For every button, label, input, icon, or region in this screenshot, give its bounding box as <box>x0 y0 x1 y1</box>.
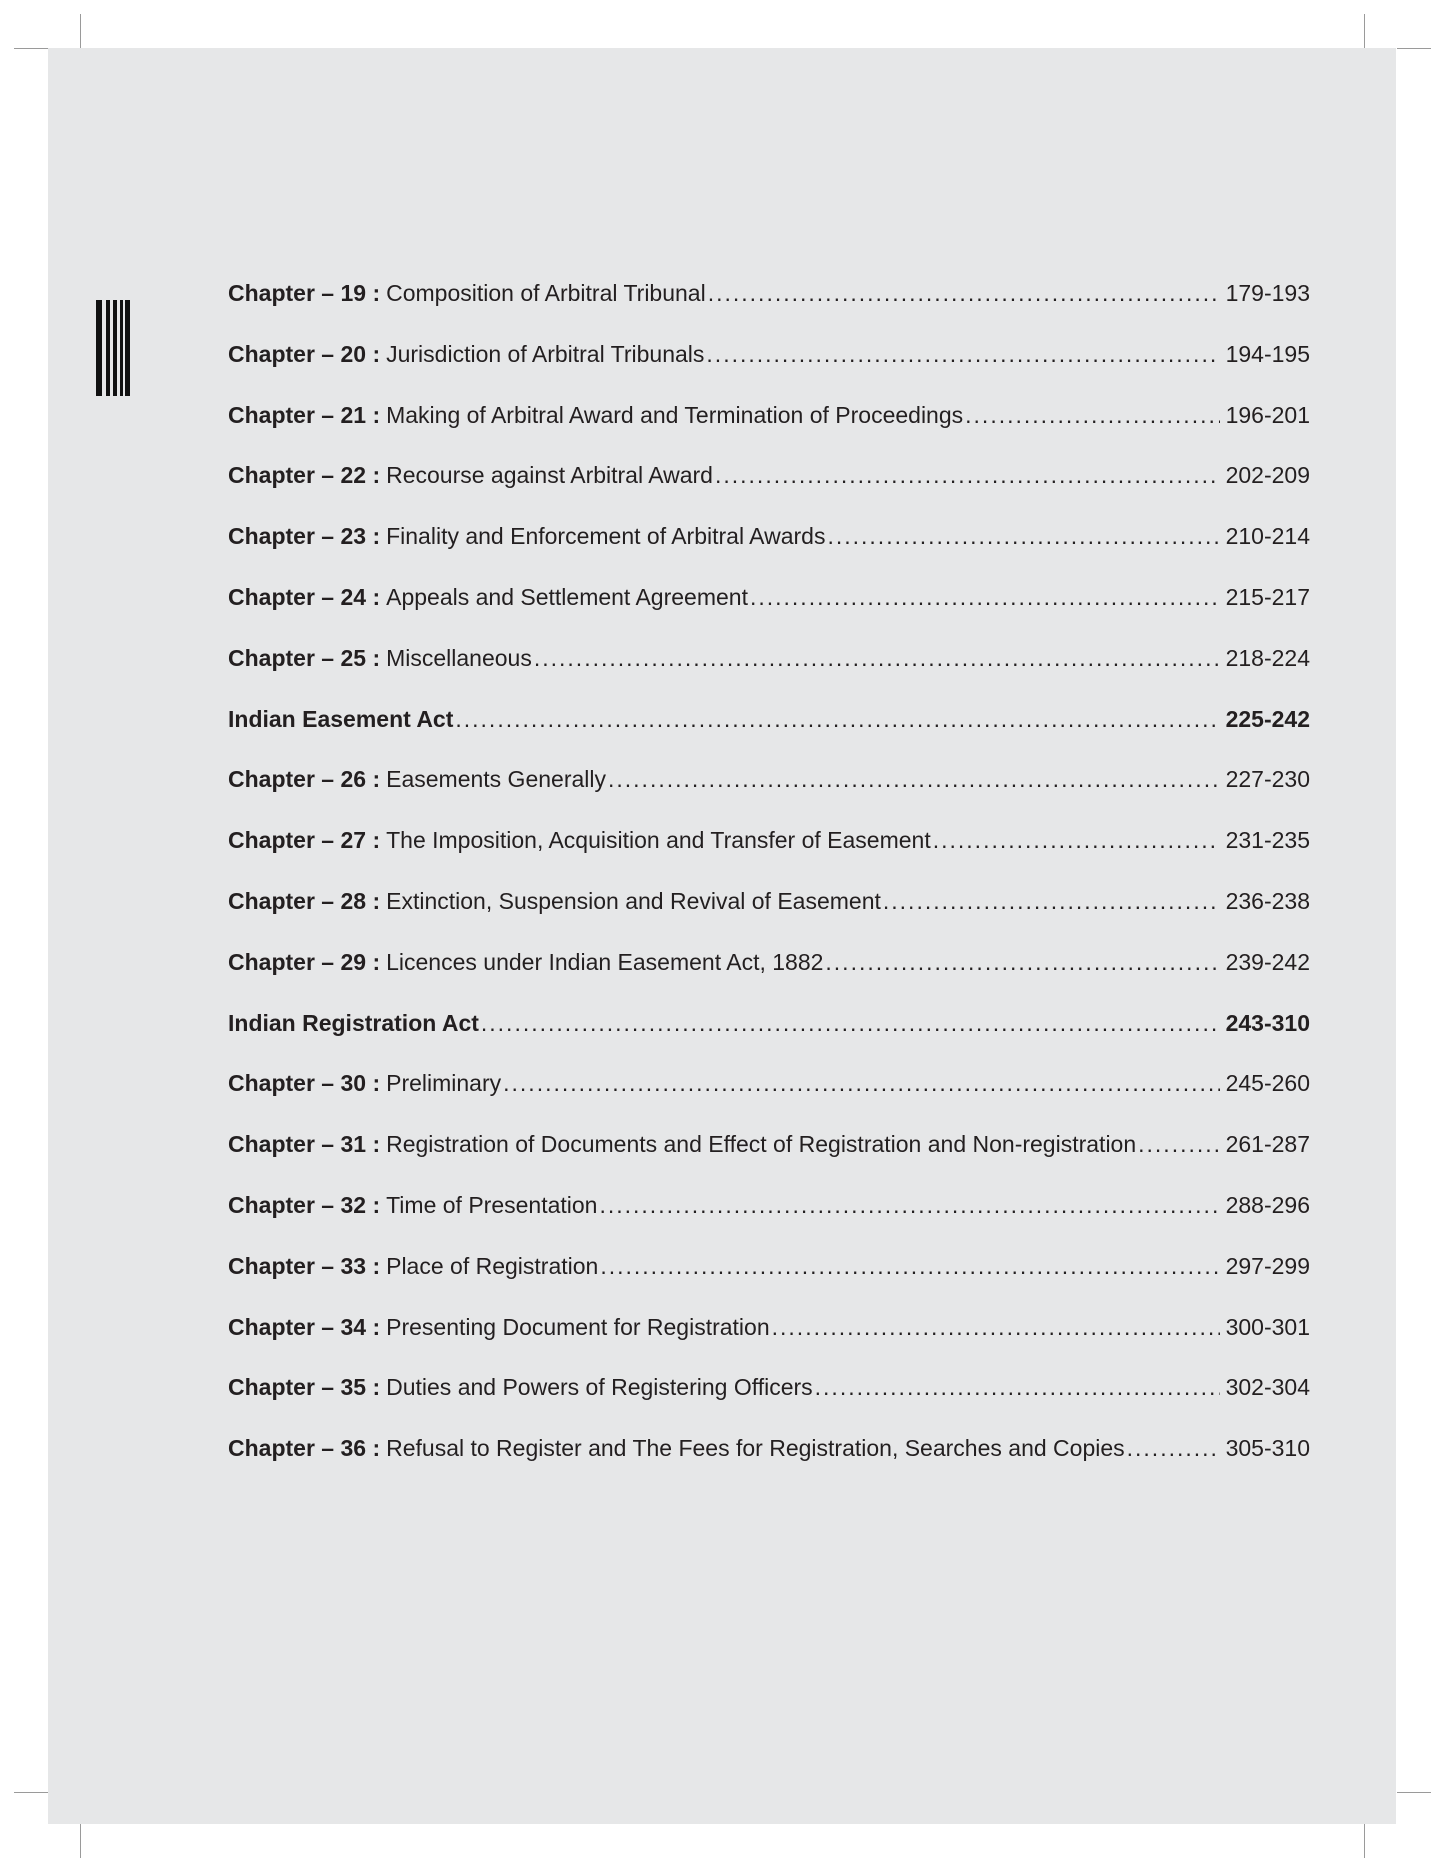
dot-leader <box>706 341 1219 368</box>
toc-chapter-entry <box>228 827 1310 888</box>
chapter-number: Chapter – 20 : <box>228 340 381 367</box>
page-range: 225-242 <box>1225 705 1310 732</box>
page-range: 196-201 <box>1225 401 1310 428</box>
crop-mark <box>1364 1824 1365 1858</box>
chapter-number: Chapter – 35 : <box>228 1374 381 1401</box>
entry-title: Composition of Arbitral Tribunal <box>386 280 706 306</box>
page-range: 210-214 <box>1225 523 1310 550</box>
dot-leader <box>534 645 1220 672</box>
crop-mark <box>80 14 81 48</box>
entry-title: Presenting Document for Registration <box>386 1313 770 1340</box>
chapter-number: Chapter – 23 : <box>228 523 381 550</box>
dot-leader <box>825 949 1219 976</box>
entry-title: Place of Registration <box>386 1252 599 1279</box>
entry-title: Finality and Enforcement of Arbitral Awards <box>386 523 826 550</box>
page-range: 231-235 <box>1225 827 1310 854</box>
entry-title: Time of Presentation <box>386 1191 598 1218</box>
dot-leader <box>965 402 1219 429</box>
entry-title: Indian Registration Act <box>228 1009 479 1036</box>
entry-title: Appeals and Settlement Agreement <box>386 583 748 610</box>
page-range: 202-209 <box>1225 462 1310 489</box>
toc-chapter-entry <box>228 1192 1310 1253</box>
chapter-number: Chapter – 30 : <box>228 1070 381 1097</box>
chapter-number: Chapter – 28 : <box>228 887 381 914</box>
dot-leader <box>600 1253 1219 1280</box>
crop-mark <box>1397 1792 1431 1793</box>
entry-title: Licences under Indian Easement Act, 1882 <box>386 948 824 975</box>
dot-leader <box>772 1314 1220 1341</box>
page-range: 236-238 <box>1225 887 1310 914</box>
page-range: 245-260 <box>1225 1070 1310 1097</box>
toc-chapter-entry <box>228 1314 1310 1375</box>
toc-chapter-entry <box>228 341 1310 402</box>
page-range: 261-287 <box>1225 1131 1310 1158</box>
crop-mark <box>14 1792 48 1793</box>
dot-leader <box>455 706 1219 733</box>
toc-chapter-entry <box>228 1435 1310 1496</box>
crop-mark <box>1364 14 1365 48</box>
page-range: 218-224 <box>1225 644 1310 671</box>
dot-leader <box>715 462 1220 489</box>
chapter-number: Chapter – 29 : <box>228 948 381 975</box>
table-of-contents <box>228 280 1310 1496</box>
entry-title: Jurisdiction of Arbitral Tribunals <box>386 340 705 367</box>
toc-chapter-entry <box>228 402 1310 463</box>
toc-chapter-entry <box>228 584 1310 645</box>
page-range: 194-195 <box>1225 340 1310 367</box>
chapter-number: Chapter – 24 : <box>228 583 381 610</box>
chapter-number: Chapter – 36 : <box>228 1435 381 1462</box>
entry-title: The Imposition, Acquisition and Transfer of Easement <box>386 827 931 854</box>
entry-title: Registration of Documents and Effect of Registration and Non-registration <box>386 1131 1137 1158</box>
page-range: 239-242 <box>1225 948 1310 975</box>
page-range: 227-230 <box>1225 766 1310 793</box>
entry-title: Making of Arbitral Award and Termination of Proceedings <box>386 401 964 428</box>
chapter-number: Chapter – 25 : <box>228 644 381 671</box>
toc-section-heading <box>228 1010 1310 1071</box>
page-range: 297-299 <box>1225 1252 1310 1279</box>
entry-title: Preliminary <box>386 1070 502 1097</box>
toc-chapter-entry <box>228 523 1310 584</box>
toc-chapter-entry <box>228 888 1310 949</box>
chapter-number: Chapter – 27 : <box>228 827 381 854</box>
crop-mark <box>14 48 48 49</box>
entry-title: Easements Generally <box>386 766 606 793</box>
dot-leader <box>750 584 1220 611</box>
entry-title: Miscellaneous <box>386 644 532 671</box>
page-range: 302-304 <box>1225 1374 1310 1401</box>
page-range: 305-310 <box>1225 1435 1310 1462</box>
entry-title: Duties and Powers of Registering Officers <box>386 1374 813 1401</box>
dot-leader <box>815 1374 1220 1401</box>
toc-chapter-entry <box>228 645 1310 706</box>
chapter-number: Chapter – 19 : <box>228 280 381 306</box>
entry-title: Extinction, Suspension and Revival of Easement <box>386 887 881 914</box>
dot-leader <box>933 827 1220 854</box>
chapter-number: Chapter – 34 : <box>228 1313 381 1340</box>
entry-title: Refusal to Register and The Fees for Registration, Searches and Copies <box>386 1435 1125 1462</box>
toc-chapter-entry <box>228 1131 1310 1192</box>
crop-mark <box>80 1824 81 1858</box>
page-range: 179-193 <box>1225 280 1310 306</box>
chapter-number: Chapter – 31 : <box>228 1131 381 1158</box>
toc-chapter-entry <box>228 280 1310 341</box>
document-page <box>48 48 1396 1824</box>
dot-leader <box>1138 1131 1219 1158</box>
chapter-number: Chapter – 22 : <box>228 462 381 489</box>
barcode-marker <box>96 300 130 396</box>
dot-leader <box>599 1192 1219 1219</box>
page-range: 243-310 <box>1225 1009 1310 1036</box>
page-range: 288-296 <box>1225 1191 1310 1218</box>
toc-chapter-entry <box>228 1374 1310 1435</box>
toc-chapter-entry <box>228 1253 1310 1314</box>
dot-leader <box>827 523 1219 550</box>
toc-chapter-entry <box>228 1070 1310 1131</box>
dot-leader <box>503 1070 1219 1097</box>
chapter-number: Chapter – 26 : <box>228 766 381 793</box>
page-range: 300-301 <box>1225 1313 1310 1340</box>
chapter-number: Chapter – 33 : <box>228 1252 381 1279</box>
page-range: 215-217 <box>1225 583 1310 610</box>
entry-title: Indian Easement Act <box>228 705 454 732</box>
chapter-number: Chapter – 21 : <box>228 401 381 428</box>
dot-leader <box>708 280 1220 307</box>
dot-leader <box>608 766 1220 793</box>
toc-chapter-entry <box>228 949 1310 1010</box>
dot-leader <box>883 888 1220 915</box>
dot-leader <box>1127 1435 1220 1462</box>
toc-chapter-entry <box>228 766 1310 827</box>
toc-chapter-entry <box>228 462 1310 523</box>
toc-section-heading <box>228 706 1310 767</box>
dot-leader <box>481 1010 1220 1037</box>
chapter-number: Chapter – 32 : <box>228 1191 381 1218</box>
crop-mark <box>1397 48 1431 49</box>
entry-title: Recourse against Arbitral Award <box>386 462 713 489</box>
